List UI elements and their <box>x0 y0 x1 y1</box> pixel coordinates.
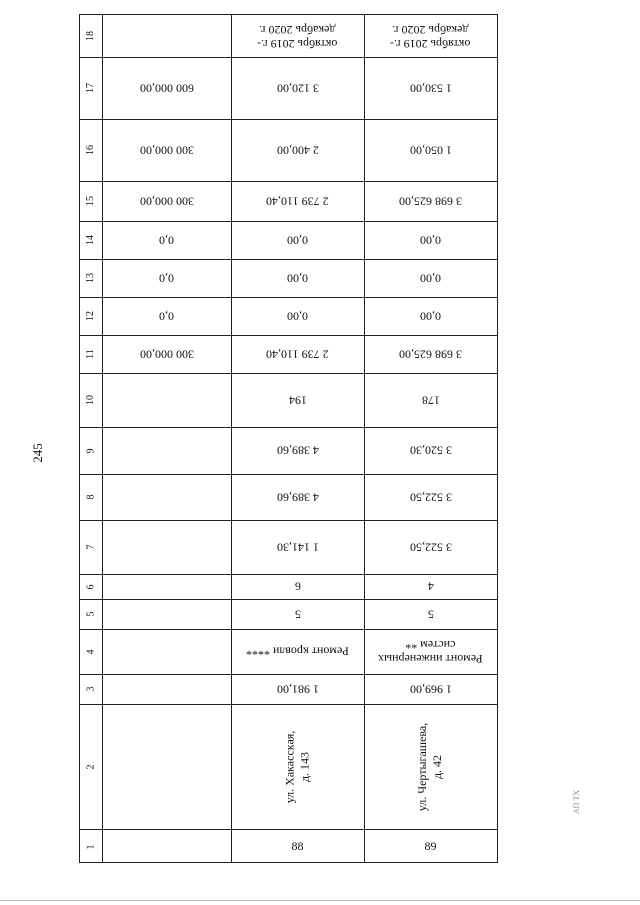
header-cell: 7 <box>85 544 96 550</box>
header-cell: 1 <box>85 844 96 849</box>
row-89-c12: 0,00 <box>420 309 441 324</box>
row-89-number: 89 <box>424 839 437 853</box>
header-cell: 2 <box>85 764 96 769</box>
header-cell: 10 <box>85 395 96 405</box>
page-number: 245 <box>30 443 45 463</box>
row-88-work-type: Ремонт кровли **** <box>246 644 349 659</box>
row-88-c5: 5 <box>294 607 301 622</box>
header-cell: 3 <box>85 686 96 692</box>
row-89-c17: 1 530,00 <box>409 81 452 96</box>
header-cell: 6 <box>85 584 96 589</box>
row-88-c11: 2 739 110,40 <box>266 347 329 362</box>
header-cell: 18 <box>85 31 96 41</box>
row-89-c16: 1 050,00 <box>409 143 452 158</box>
row-88-c8: 4 389,60 <box>276 490 319 505</box>
row-88-c12: 0,00 <box>287 309 308 324</box>
data-table <box>79 14 498 863</box>
row-89-c6: 4 <box>427 579 434 594</box>
row-89-area: 1 969,00 <box>409 682 452 697</box>
header-cell: 5 <box>85 611 96 617</box>
total-cell-13: 0,0 <box>159 271 174 286</box>
row-89-c7: 3 522,50 <box>409 540 452 555</box>
row-88-address: ул. Хакасская, д. 143 <box>282 730 312 803</box>
header-cell: 16 <box>85 145 96 155</box>
row-88-number: 88 <box>291 839 304 853</box>
row-88-c15: 2 739 110,40 <box>266 194 329 209</box>
total-cell-12: 0,0 <box>159 309 174 324</box>
row-89-c11: 3 698 625,00 <box>399 347 462 362</box>
row-88-c14: 0,00 <box>287 233 308 248</box>
row-88-period: октябрь 2019 г.- декабрь 2020 г. <box>257 22 338 51</box>
row-88-c10: 194 <box>288 393 307 408</box>
row-89-period: октябрь 2019 г.- декабрь 2020 г. <box>390 22 471 51</box>
row-88-area: 1 981,00 <box>276 682 319 697</box>
row-89-c15: 3 698 625,00 <box>399 194 462 209</box>
total-cell-17: 600 000,00 <box>139 81 194 96</box>
row-88-c16: 2 400,00 <box>276 143 319 158</box>
row-89-c9: 3 520,30 <box>409 443 452 458</box>
row-89-c8: 3 522,50 <box>409 490 452 505</box>
header-cell: 11 <box>84 349 96 359</box>
row-88-c7: 1 141,30 <box>276 540 319 555</box>
header-cell: 17 <box>85 83 96 93</box>
header-cell: 4 <box>85 649 96 654</box>
row-89-c14: 0,00 <box>420 233 441 248</box>
header-cell: 12 <box>85 311 96 321</box>
row-89-work-type: Ремонт инженерных систем ** <box>378 637 483 666</box>
total-cell-16: 300 000,00 <box>139 143 194 158</box>
header-cell: 13 <box>85 273 96 283</box>
row-89-address: ул. Чертыгашева, д. 42 <box>415 722 445 811</box>
header-cell: 15 <box>85 196 96 206</box>
header-cell: 9 <box>85 448 96 453</box>
page-bottom-rule <box>0 900 640 901</box>
row-88-c9: 4 389,60 <box>276 443 319 458</box>
footer-mark: АП ТХ <box>572 789 581 815</box>
total-cell-15: 300 000,00 <box>139 194 194 209</box>
row-88-c17: 3 120,00 <box>276 81 319 96</box>
row-89-c13: 0,00 <box>420 271 441 286</box>
row-89-c5: 5 <box>427 607 434 622</box>
total-cell-14: 0,0 <box>159 233 174 248</box>
row-89-c10: 178 <box>421 393 440 408</box>
header-cell: 8 <box>85 494 96 500</box>
row-88-c13: 0,00 <box>287 271 308 286</box>
header-cell: 14 <box>85 235 96 245</box>
total-cell-11: 300 000,00 <box>139 347 194 362</box>
row-88-c6: 6 <box>294 579 301 594</box>
